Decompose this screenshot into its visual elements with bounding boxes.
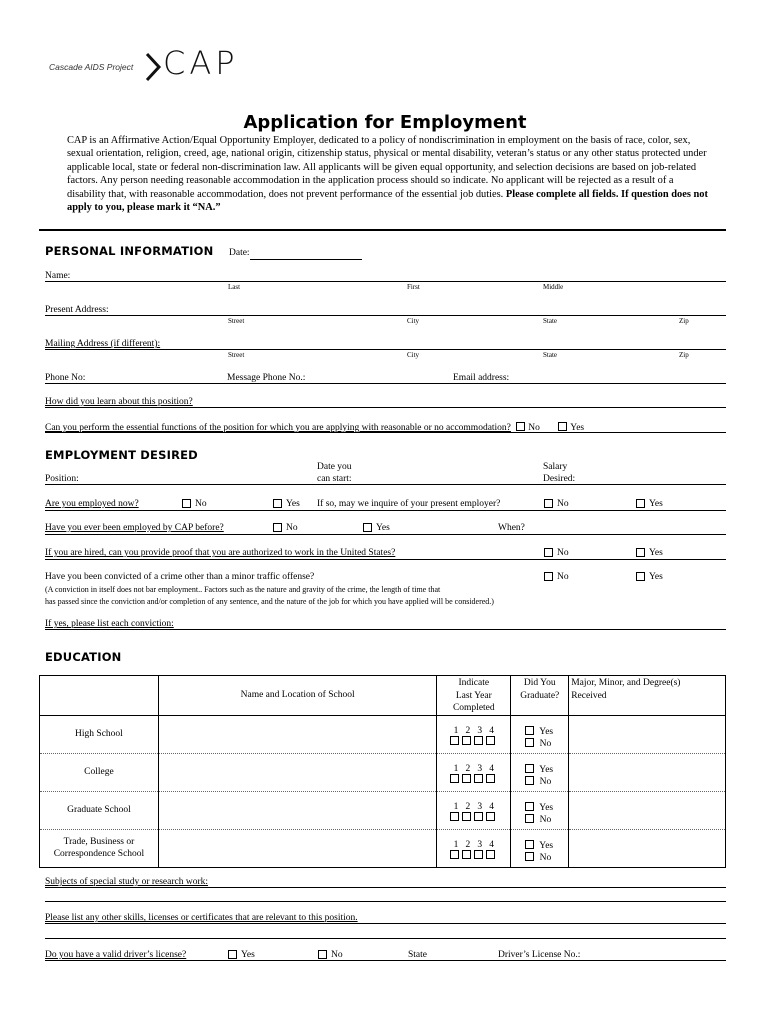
subjects-field[interactable] xyxy=(45,887,726,888)
present-address-label: Present Address: xyxy=(45,305,109,315)
date-label: Date: xyxy=(229,248,250,258)
education-row-label xyxy=(40,829,159,867)
year-column-header xyxy=(437,676,511,716)
employed-cap-line xyxy=(45,534,726,535)
list-convictions-label: If yes, please list each conviction: xyxy=(45,619,174,629)
when-label: When? xyxy=(498,523,525,533)
year-3-checkbox[interactable] xyxy=(474,736,483,745)
convicted-label: Have you been convicted of a crime other than a minor traffic offense? xyxy=(45,572,315,582)
license-no-label: No xyxy=(331,950,343,960)
year-1-checkbox[interactable] xyxy=(450,812,459,821)
zip-caption: Zip xyxy=(679,351,689,359)
convicted-yes-checkbox[interactable] xyxy=(636,572,645,581)
license-yes-checkbox[interactable] xyxy=(228,950,237,959)
year-checkboxes xyxy=(437,812,510,823)
street-caption: Street xyxy=(228,317,245,325)
year-2-checkbox[interactable] xyxy=(462,774,471,783)
org-name: Cascade AIDS Project xyxy=(49,62,134,72)
year-2-checkbox[interactable] xyxy=(462,850,471,859)
subjects-label: Subjects of special study or research work: xyxy=(45,877,209,887)
year-header-line-3: Completed xyxy=(452,703,495,713)
school-name-cell[interactable] xyxy=(158,791,436,829)
learn-about-label: How did you learn about this position? xyxy=(45,397,193,407)
intro-bold: Please complete all fields. If question does not apply to you, please mark it “NA.” xyxy=(67,188,708,214)
list-convictions-field[interactable] xyxy=(45,629,726,630)
school-name-cell[interactable] xyxy=(158,829,436,867)
row-label-line-1: Trade, Business or xyxy=(63,837,135,847)
education-heading: EDUCATION xyxy=(45,650,122,664)
year-header-line-1: Indicate xyxy=(458,678,490,688)
graduate-yes-checkbox[interactable] xyxy=(525,840,534,849)
education-row-college xyxy=(40,753,726,791)
learn-about-field[interactable] xyxy=(45,407,726,408)
inquire-no-checkbox[interactable] xyxy=(544,499,553,508)
intro-text: CAP is an Affirmative Action/Equal Opportunity Employer, dedicated to a policy of nondiscrimination in employment on the basis of race, color, sex, sexual orientation, religion, creed, age, national origin, citizenship status, physical or mental disability, veteran’s status or any other status protected under applicable local, state or federal non-discrimination law. All applicants will be given equal opportunity, and selection decisions are based on job-related factors. Any person needing reasonable accommodation in the application process should so indicate. No applicant will be rejected as a result of a disability that, with reasonable accommodation, does not prevent performance of the essential job duties. xyxy=(67,135,707,200)
year-1-checkbox[interactable] xyxy=(450,774,459,783)
graduate-cell xyxy=(511,715,569,753)
year-2-checkbox[interactable] xyxy=(462,736,471,745)
education-row-trade-school xyxy=(40,829,726,867)
graduate-no-checkbox[interactable] xyxy=(525,776,534,785)
row-label-line-1: Graduate School xyxy=(67,805,131,815)
first-caption: First xyxy=(407,283,420,291)
perform-yes-checkbox[interactable] xyxy=(558,422,567,431)
inquire-label: If so, may we inquire of your present employer? xyxy=(317,499,501,509)
graduate-header-line-1: Did You xyxy=(523,678,556,688)
inquire-no-label: No xyxy=(557,499,569,509)
message-phone-label: Message Phone No.: xyxy=(227,373,306,383)
row-label-line-1: High School xyxy=(75,729,123,739)
proof-label: If you are hired, can you provide proof that you are authorized to work in the United States? xyxy=(45,548,396,558)
employed-now-no-checkbox[interactable] xyxy=(182,499,191,508)
major-header-line-1: Major, Minor, and Degree(s) xyxy=(571,678,681,688)
graduate-cell xyxy=(511,753,569,791)
present-address-field[interactable] xyxy=(45,315,726,316)
graduate-no-label: No xyxy=(539,776,552,787)
school-name-cell[interactable] xyxy=(158,753,436,791)
section-divider xyxy=(39,229,726,231)
proof-yes-label: Yes xyxy=(649,548,663,558)
graduate-no-checkbox[interactable] xyxy=(525,738,534,747)
employed-cap-yes-checkbox[interactable] xyxy=(363,523,372,532)
mailing-address-field[interactable] xyxy=(45,349,726,350)
skills-field-2[interactable] xyxy=(45,938,726,939)
graduate-no-checkbox[interactable] xyxy=(525,852,534,861)
subjects-field-2[interactable] xyxy=(45,901,726,902)
employed-cap-no-label: No xyxy=(286,523,298,533)
conviction-note-1: (A conviction in itself does not bar employment.. Factors such as the nature and gravity of the crime, the length of time that xyxy=(45,585,441,594)
year-4-checkbox[interactable] xyxy=(486,850,495,859)
last-caption: Last xyxy=(228,283,241,291)
row-label-line-2: Correspondence School xyxy=(53,849,145,859)
year-header-line-2: Last Year xyxy=(455,690,492,701)
license-label: Do you have a valid driver’s license? xyxy=(45,950,187,960)
state-caption: State xyxy=(543,317,557,325)
graduate-yes-label: Yes xyxy=(539,764,554,775)
salary-label-1: Salary xyxy=(543,462,568,472)
year-1-checkbox[interactable] xyxy=(450,850,459,859)
graduate-no-checkbox[interactable] xyxy=(525,814,534,823)
employed-now-label: Are you employed now? xyxy=(45,499,139,509)
state-caption: State xyxy=(543,351,557,359)
year-numbers: 1 2 3 4 xyxy=(453,801,494,812)
year-4-checkbox[interactable] xyxy=(486,812,495,821)
graduate-yes-label: Yes xyxy=(539,726,554,737)
employed-now-yes-label: Yes xyxy=(286,499,300,509)
license-line[interactable] xyxy=(45,960,726,961)
mailing-address-label: Mailing Address (if different): xyxy=(45,339,161,349)
personal-heading: PERSONAL INFORMATION xyxy=(45,244,214,258)
date-field[interactable] xyxy=(250,259,362,260)
date-start-label-2: can start: xyxy=(317,474,352,484)
year-3-checkbox[interactable] xyxy=(474,812,483,821)
city-caption: City xyxy=(407,317,420,325)
perform-functions-line xyxy=(45,432,726,433)
name-field[interactable] xyxy=(45,281,726,282)
phone-field[interactable] xyxy=(45,383,726,384)
graduate-cell xyxy=(511,791,569,829)
education-header-blank xyxy=(40,676,159,716)
perform-yes-label: Yes xyxy=(570,423,585,433)
zip-caption: Zip xyxy=(679,317,689,325)
row-label-line-1: College xyxy=(84,767,114,777)
year-2-checkbox[interactable] xyxy=(462,812,471,821)
street-caption: Street xyxy=(228,351,245,359)
name-label: Name: xyxy=(45,271,71,281)
year-3-checkbox[interactable] xyxy=(474,850,483,859)
year-checkboxes xyxy=(437,736,510,747)
proof-yes-checkbox[interactable] xyxy=(636,548,645,557)
position-field[interactable] xyxy=(45,484,726,485)
year-3-checkbox[interactable] xyxy=(474,774,483,783)
year-cell xyxy=(437,753,511,791)
perform-no-checkbox[interactable] xyxy=(516,422,525,431)
proof-line xyxy=(45,559,726,560)
license-no-field-label: Driver’s License No.: xyxy=(498,950,581,960)
state-label: State xyxy=(408,950,427,960)
perform-no-label: No xyxy=(528,423,540,433)
skills-field[interactable] xyxy=(45,923,726,924)
inquire-yes-label: Yes xyxy=(649,499,663,509)
education-row-label xyxy=(40,753,159,791)
email-label: Email address: xyxy=(453,373,510,383)
school-column-label: Name and Location of School xyxy=(240,690,355,701)
perform-functions-label: Can you perform the essential functions of the position for which you are applying with reasonable or no accommodation? xyxy=(45,423,511,433)
employed-cap-yes-label: Yes xyxy=(376,523,390,533)
proof-no-checkbox[interactable] xyxy=(544,548,553,557)
city-caption: City xyxy=(407,351,420,359)
graduate-yes-checkbox[interactable] xyxy=(525,802,534,811)
year-checkboxes xyxy=(437,850,510,861)
graduate-column-header xyxy=(511,676,569,716)
page-title: Application for Employment xyxy=(243,112,527,133)
graduate-yes-label: Yes xyxy=(539,840,554,851)
proof-no-label: No xyxy=(557,548,569,558)
inquire-yes-checkbox[interactable] xyxy=(636,499,645,508)
license-yes-label: Yes xyxy=(241,950,255,960)
convicted-no-label: No xyxy=(557,572,569,582)
employment-heading: EMPLOYMENT DESIRED xyxy=(45,448,198,462)
graduate-no-label: No xyxy=(539,852,552,863)
school-name-cell[interactable] xyxy=(158,715,436,753)
phone-label: Phone No: xyxy=(45,373,86,383)
education-row-label xyxy=(40,791,159,829)
year-cell xyxy=(437,791,511,829)
position-label: Position: xyxy=(45,474,79,484)
graduate-cell xyxy=(511,829,569,867)
year-cell xyxy=(437,715,511,753)
employed-cap-no-checkbox[interactable] xyxy=(273,523,282,532)
major-column-header xyxy=(569,676,726,716)
skills-label: Please list any other skills, licenses or certificates that are relevant to this position. xyxy=(45,913,358,923)
education-header-row xyxy=(40,676,726,716)
convicted-yes-label: Yes xyxy=(649,572,663,582)
salary-label-2: Desired: xyxy=(543,474,576,484)
employed-cap-label: Have you ever been employed by CAP before? xyxy=(45,523,224,533)
year-checkboxes xyxy=(437,774,510,785)
conviction-note-2: has passed since the conviction and/or completion of any sentence, and the nature of the job for which you have applied will be considered.) xyxy=(45,597,494,606)
graduate-no-label: No xyxy=(539,814,552,825)
year-cell xyxy=(437,829,511,867)
school-column-header xyxy=(158,676,436,716)
graduate-yes-label: Yes xyxy=(539,802,554,813)
year-numbers: 1 2 3 4 xyxy=(453,839,494,850)
year-numbers: 1 2 3 4 xyxy=(453,763,494,774)
major-cell[interactable] xyxy=(569,791,726,829)
major-cell[interactable] xyxy=(569,753,726,791)
major-cell[interactable] xyxy=(569,715,726,753)
education-row-high-school xyxy=(40,715,726,753)
year-numbers: 1 2 3 4 xyxy=(453,725,494,736)
date-start-label-1: Date you xyxy=(317,462,352,472)
license-no-checkbox[interactable] xyxy=(318,950,327,959)
graduate-yes-checkbox[interactable] xyxy=(525,764,534,773)
employed-now-no-label: No xyxy=(195,499,207,509)
graduate-no-label: No xyxy=(539,738,552,749)
employed-now-line xyxy=(45,510,726,511)
year-4-checkbox[interactable] xyxy=(486,736,495,745)
middle-caption: Middle xyxy=(543,283,564,291)
education-row-graduate-school xyxy=(40,791,726,829)
intro-paragraph xyxy=(67,134,712,214)
logo-text: CAP xyxy=(163,44,239,82)
year-1-checkbox[interactable] xyxy=(450,736,459,745)
year-4-checkbox[interactable] xyxy=(486,774,495,783)
convicted-no-checkbox[interactable] xyxy=(544,572,553,581)
major-header-line-2: Received xyxy=(571,690,607,701)
education-row-label xyxy=(40,715,159,753)
graduate-header-line-2: Graduate? xyxy=(520,690,560,701)
cap-logo xyxy=(143,46,273,84)
employed-now-yes-checkbox[interactable] xyxy=(273,499,282,508)
education-table xyxy=(39,675,726,868)
graduate-yes-checkbox[interactable] xyxy=(525,726,534,735)
major-cell[interactable] xyxy=(569,829,726,867)
